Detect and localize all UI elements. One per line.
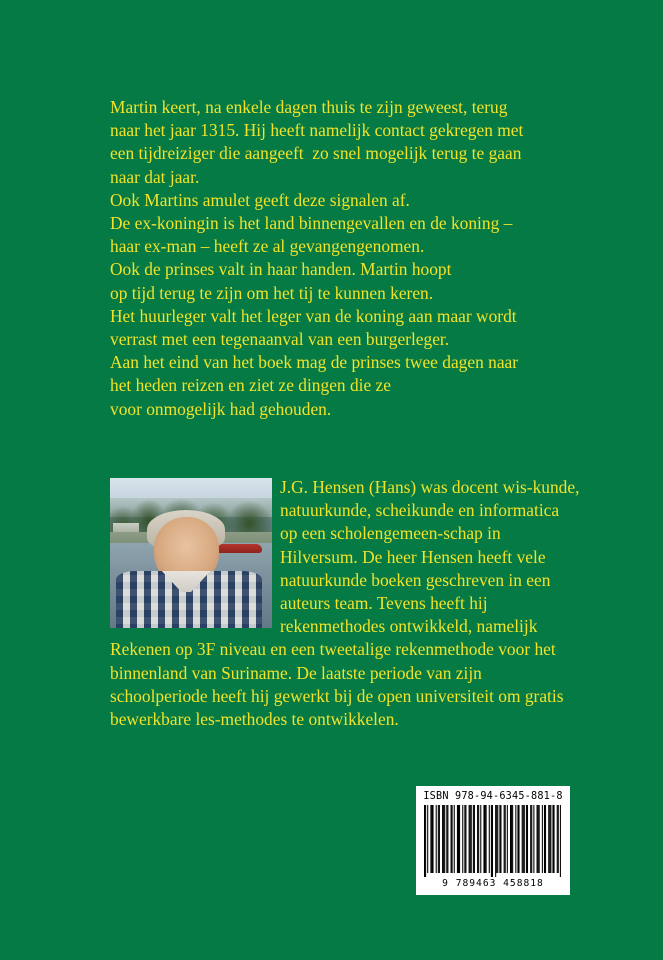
author-bio-text: J.G. Hensen (Hans) was docent wis-kunde, natuurkunde, scheikunde en informatica op een scholengemeen-schap in Hilversum. De heer Hensen heeft vele natuurkunde boeken geschreven in een auteurs team. Tevens heeft hij rekenmethodes ontwikkeld, namelijk Rekenen op 3F niveau en een tweetalige rekenmethode voor het binnenland van Suriname. De laatste periode van zijn schoolperiode heeft hij gewerkt bij de open universiteit om gratis bewerkbare les-methodes te ontwikkelen. <box>110 477 580 730</box>
isbn-barcode <box>416 786 570 895</box>
synopsis-text: Martin keert, na enkele dagen thuis te zijn geweest, terug naar het jaar 1315. Hij heeft namelijk contact gekregen met een tijdreiziger die aangeeft zo snel mogelijk terug te gaan naar dat jaar. Ook Martins amulet geeft deze signalen af. De ex-koningin is het land binnengevallen en de koning – haar ex-man – heeft ze al gevangengenomen. Ook de prinses valt in haar handen. Martin hoopt op tijd terug te zijn om het tij te kunnen keren. Het huurleger valt het leger van de koning aan maar wordt verrast met een tegenaanval van een burgerleger. Aan het eind van het boek mag de prinses twee dagen naar het heden reizen en ziet ze dingen die ze voor onmogelijk had gehouden. <box>110 97 524 419</box>
barcode-bars <box>424 805 562 877</box>
photo-red-boat <box>217 544 262 553</box>
author-photo <box>110 478 272 628</box>
isbn-label: ISBN 978-94-6345-881-8 <box>423 791 563 802</box>
author-section <box>110 476 580 731</box>
barcode-digits: 9 789463 458818 <box>442 878 544 889</box>
